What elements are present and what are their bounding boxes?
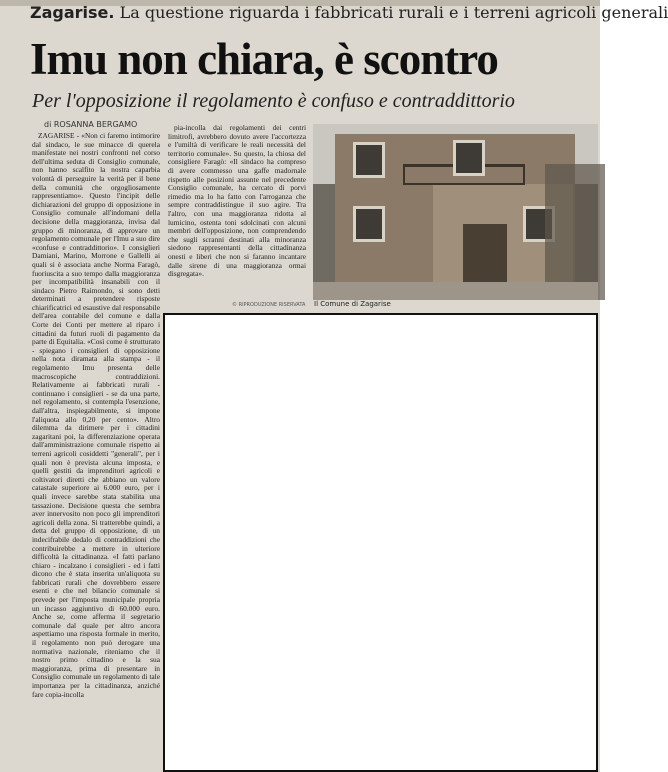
article-subhead: Per l'opposizione il regolamento è confuso e contraddittorio [32, 90, 515, 112]
article-headline: Imu non chiara, è scontro [30, 34, 498, 84]
article-kicker [30, 3, 668, 22]
kicker-text: La questione riguarda i fabbricati rurali e i terreni agricoli generali [119, 3, 668, 22]
article-column-1 [32, 132, 160, 772]
blank-overlay-box [163, 313, 598, 772]
town-hall-photo [313, 124, 598, 300]
article-column-2 [168, 124, 306, 300]
photo-window [353, 206, 385, 242]
photo-tree [545, 164, 605, 300]
photo-caption: Il Comune di Zagarise [314, 300, 391, 308]
article-byline: di ROSANNA BERGAMO [44, 120, 138, 129]
photo-window [453, 140, 485, 176]
kicker-place: Zagarise. [30, 3, 115, 22]
column-1-text: ZAGARISE - «Non ci faremo intimorire dal sindaco, le sue minacce di querela manifestate nei nostri confronti nel corso dell'ultima seduta di Consiglio comunale, non hanno scalfito la nostra caparbia volontà di perseguire la verità per il bene della comunità che orgogliosamente rappresentiamo». Questo l'incipit delle dichiarazioni del gruppo di opposizione in Consiglio comunale all'indomani della decisione della maggioranza, invisa dal gruppo di minoranza, di approvare un regolamento comunale per l'Imu a suo dire «confuse e contraddittorio». I consiglieri Damiani, Marino, Morrone e Gallelli ai quali si è associata anche Norma Faragò, fuoriuscita a suo tempo dalla maggioranza per incompatibilità insanabili con il sindaco Pietro Raimondo, si sono detti determinati a pretendere risposte chiarificatrici ed esaustive dal responsabile dell'area contabile del comune e dalla Corte dei Conti per mettere al riparo i cittadini da futuri ruoli di pagamento da parte di Equitalia. «Così come è strutturato - spiegano i consiglieri di opposizione nella nota diramata alla stampa - il regolamento Imu presenta delle macroscopiche contraddizioni. Relativamente ai fabbricati rurali - continuano i consiglieri - se da una parte, nel regolamento, si contempla l'esenzione, dall'altra, inspiegabilmente, si impone l'aliquota allo 0,20 per cento». Altro dilemma da dirimere per i cittadini zagaritani poi, la differenziazione operata dall'amministrazione comunale rispetto ai terreni agricoli cosiddetti "generali", per i quali non è prevista alcuna imposta, e quelli gestiti da imprenditori agricoli e coltivatori diretti che abbiano un valore catastale superiore ai 6.000 euro, per i quali invece sarebbe stata stabilita una tassazione. Decisione questa che sembra aver innervosito non poco gli imprenditori agricoli della zona. Si tratterebbe quindi, a detta del gruppo di opposizione, di un indecifrabile dedalo di contraddizioni che contribuirebbe a mettere in ulteriore difficoltà la cittadinanza. «I fatti parlano chiaro - incalzano i consiglieri - ed i fatti dicono che è stata inserita un'aliquota su fabbricati rurali che dovrebbero essere esenti e che nel bilancio comunale si prevede per l'imposta municipale propria un incasso aggiuntivo di 60.000 euro. Anche se, come afferma il segretario comunale dal quale per altro ancora aspettiamo una risposta formale in merito, il regolamento non può derogare una normativa nazionale, riteniamo che il nostro primo cittadino e la sua maggioranza, prima di presentare in Consiglio comunale un regolamento di tale importanza per la cittadinanza, anziché fare copia-incolla [32, 131, 160, 699]
photo-window [353, 142, 385, 178]
column-2-text: pia-incolla dai regolamenti dei centri limitrofi, avrebbero dovuto avere l'accortezza e l'umiltà di verificare le reali necessità del territorio comunale». Su questo, la chiosa del consigliere Faragò: «Il sindaco ha compreso di avere commesso una gaffe madornale rispetto alle posizioni assunte nel precedente Consiglio comunale, ha cercato di porvi rimedio ma lo ha fatto con l'arroganza che sempre contraddistingue il suo agire. Tra l'altro, con una maggioranza ridotta al lumicino, ostenta toni sdolcinati con alcuni membri dell'opposizione, non comprendendo che sugli scranni destinati alla minoranza siedono rappresentanti della cittadinanza onesti e liberi che non si faranno incantare dalle sirene di una maggioranza ormai disgregata». [168, 123, 306, 279]
photo-ground [313, 282, 598, 300]
photo-credit: © RIPRODUZIONE RISERVATA [232, 302, 306, 308]
